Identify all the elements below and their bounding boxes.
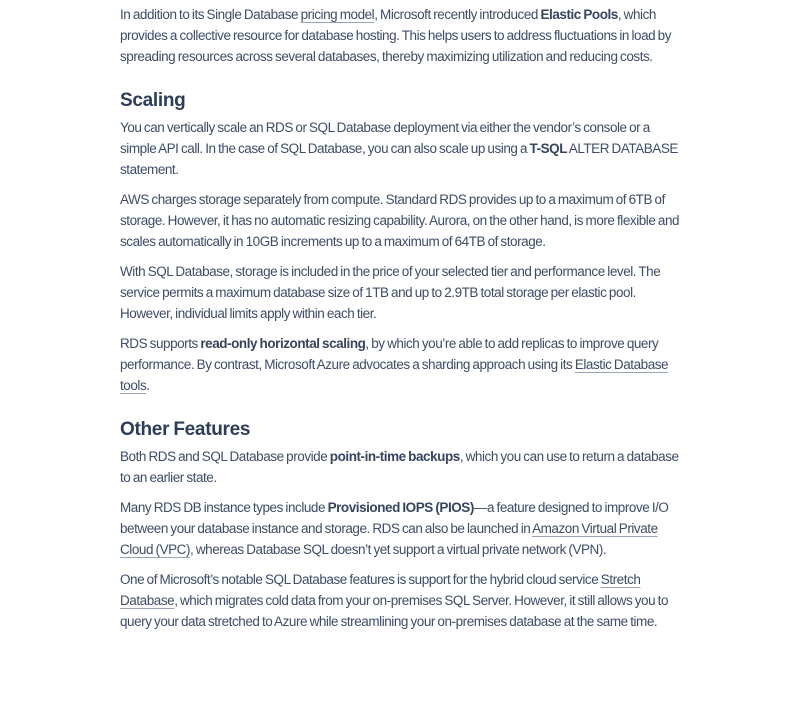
text-run: Many RDS DB instance types include: [120, 500, 328, 515]
bold-text-elastic-pools: Elastic Pools: [540, 7, 618, 22]
text-run: With SQL Database, storage is included in the price of your selected tier and performance level. The service permits a maximum database size of 1TB and up to 2.9TB total storage per elastic pool. However, individual limits apply within each tier.: [120, 264, 661, 321]
paragraph-vertical-scaling: [120, 117, 682, 180]
inline-link-amazon-vpc[interactable]: Amazon Virtual Private Cloud (VPC): [120, 521, 658, 557]
bold-text-point-in-time-backups: point-in-time backups: [329, 449, 460, 464]
inline-link-pricing-model[interactable]: pricing model: [300, 7, 375, 22]
text-run: In addition to its Single Database: [120, 7, 301, 22]
text-run: , whereas Database SQL doesn’t yet support a virtual private network (VPN).: [190, 542, 607, 557]
section-heading-scaling: Scaling: [120, 90, 186, 111]
paragraph-provisioned-iops: [120, 497, 682, 560]
bold-text-tsql: T-SQL: [529, 141, 568, 156]
paragraph-backups: [120, 446, 682, 488]
inline-link-elastic-database-tools[interactable]: Elastic Database tools: [120, 357, 669, 393]
text-run: , which migrates cold data from your on-premises SQL Server. However, it still allows you to query your data stretched to Azure while streamlining your on-premises database at the same time.: [120, 593, 669, 629]
text-run: AWS charges storage separately from compute. Standard RDS provides up to a maximum of 6TB of storage. However, it has no automatic resizing capability. Aurora, on the other hand, is more flexible and scales automatically in 10GB increments up to a maximum of 64TB of storage.: [120, 192, 680, 249]
paragraph-aws-storage: [120, 189, 682, 252]
inline-link-stretch-database[interactable]: Stretch Database: [120, 572, 641, 608]
paragraph-stretch-database: [120, 569, 682, 632]
text-run: RDS supports: [120, 336, 201, 351]
text-run: You can vertically scale an RDS or SQL Database deployment via either the vendor’s console or a simple API call. In the case of SQL Database, you can also scale up using a: [120, 120, 650, 156]
text-run: , which provides a collective resource for database hosting. This helps users to address fluctuations in load by spreading resources across several databases, thereby maximizing utilization and reducing costs.: [120, 7, 672, 64]
text-run: , by which you’re able to add replicas to improve query performance. By contrast, Microsoft Azure advocates a sharding approach using its: [120, 336, 659, 372]
bold-text-provisioned-iops: Provisioned IOPS (PIOS): [327, 500, 474, 515]
text-run: ALTER DATABASE statement.: [120, 141, 678, 177]
text-run: , Microsoft recently introduced: [374, 7, 541, 22]
text-run: , which you can use to return a database to an earlier state.: [120, 449, 679, 485]
text-run: .: [146, 378, 150, 393]
paragraph-sql-database-storage: [120, 261, 682, 324]
text-run: One of Microsoft’s notable SQL Database features is support for the hybrid cloud service: [120, 572, 601, 587]
bold-text-read-only-horizontal-scaling: read-only horizontal scaling: [200, 336, 366, 351]
paragraph-horizontal-scaling: [120, 333, 682, 396]
text-run: —a feature designed to improve I/O between your database instance and storage. RDS can also be launched in: [120, 500, 669, 536]
paragraph-elastic-pools: [120, 4, 682, 67]
section-heading-other-features: Other Features: [120, 419, 251, 440]
text-run: Both RDS and SQL Database provide: [120, 449, 330, 464]
